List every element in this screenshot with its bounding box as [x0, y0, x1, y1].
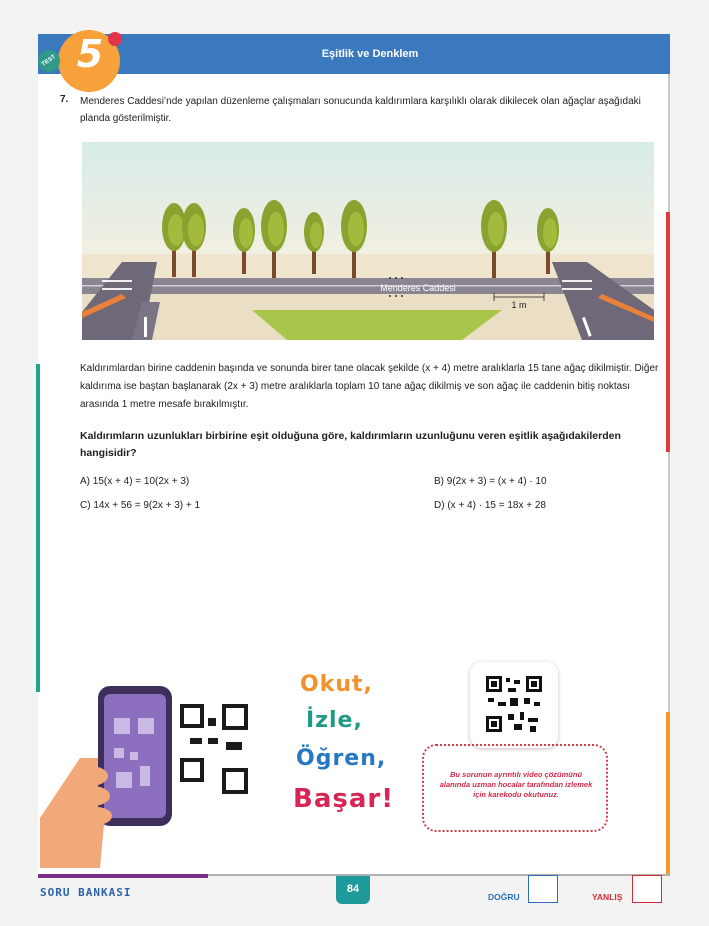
- question-stem: Kaldırımların uzunlukları birbirine eşit olduğuna göre, kaldırımların uzunluğunu veren eşitlik aşağıdakilerden hangisidir?: [80, 430, 621, 459]
- slogan-succeed: Başar!: [293, 784, 395, 814]
- option-d[interactable]: D) (x + 4) · 15 = 18x + 28: [434, 500, 546, 511]
- question-intro: Menderes Caddesi’nde yapılan düzenleme çalışmaları sonucunda kaldırımlara karşılıklı olarak dikilecek olan ağaçlar aşağıdaki planda gösterilmiştir.: [80, 96, 641, 124]
- phone-hand-illustration: [40, 668, 270, 868]
- street-illustration: [82, 142, 654, 340]
- distance-label: 1 m: [511, 300, 527, 310]
- side-bar-red: [666, 212, 670, 452]
- slogan-learn: Öğren,: [296, 746, 387, 771]
- question-number: 7.: [60, 94, 69, 105]
- page-number: 84: [346, 883, 360, 895]
- info-text: Bu sorunun ayrıntılı video çözümünü alanında uzman hocalar tarafından izlemek için karekodu okutunuz.: [439, 770, 593, 799]
- book-title: SORU BANKASI: [40, 886, 132, 899]
- badge-dot: [108, 32, 122, 46]
- wrong-label: YANLIŞ: [592, 892, 623, 902]
- side-bar-green: [36, 364, 40, 692]
- side-bar-orange: [666, 712, 670, 874]
- wrong-checkbox[interactable]: [632, 875, 662, 903]
- slogan-watch: İzle,: [306, 708, 363, 733]
- test-label: TEST: [34, 46, 65, 77]
- option-a[interactable]: A) 15(x + 4) = 10(2x + 3): [80, 476, 190, 487]
- question-paragraph: Kaldırımlardan birine caddenin başında ve sonunda birer tane olacak şekilde (x + 4) metre aralıklarla 15 tane ağaç dikilmiştir. Diğer kaldırıma ise baştan başlanarak (2x + 3) metre aralıklarla toplam 10 tane ağaç dikilmiş ve son ağaç ile caddenin bitiş noktası arasında 1 metre mesafe bırakılmıştır.: [80, 363, 659, 410]
- correct-checkbox[interactable]: [528, 875, 558, 903]
- footer-accent: [38, 874, 208, 878]
- option-b[interactable]: B) 9(2x + 3) = (x + 4) · 10: [434, 476, 547, 487]
- correct-label: DOĞRU: [488, 892, 520, 902]
- qr-code-icon[interactable]: [484, 674, 544, 734]
- street-label: Menderes Caddesi: [380, 283, 456, 293]
- slogan-scan: Okut,: [300, 672, 373, 697]
- section-title: Eşitlik ve Denklem: [321, 48, 419, 60]
- test-number: 5: [76, 32, 104, 76]
- option-c[interactable]: C) 14x + 56 = 9(2x + 3) + 1: [80, 500, 201, 511]
